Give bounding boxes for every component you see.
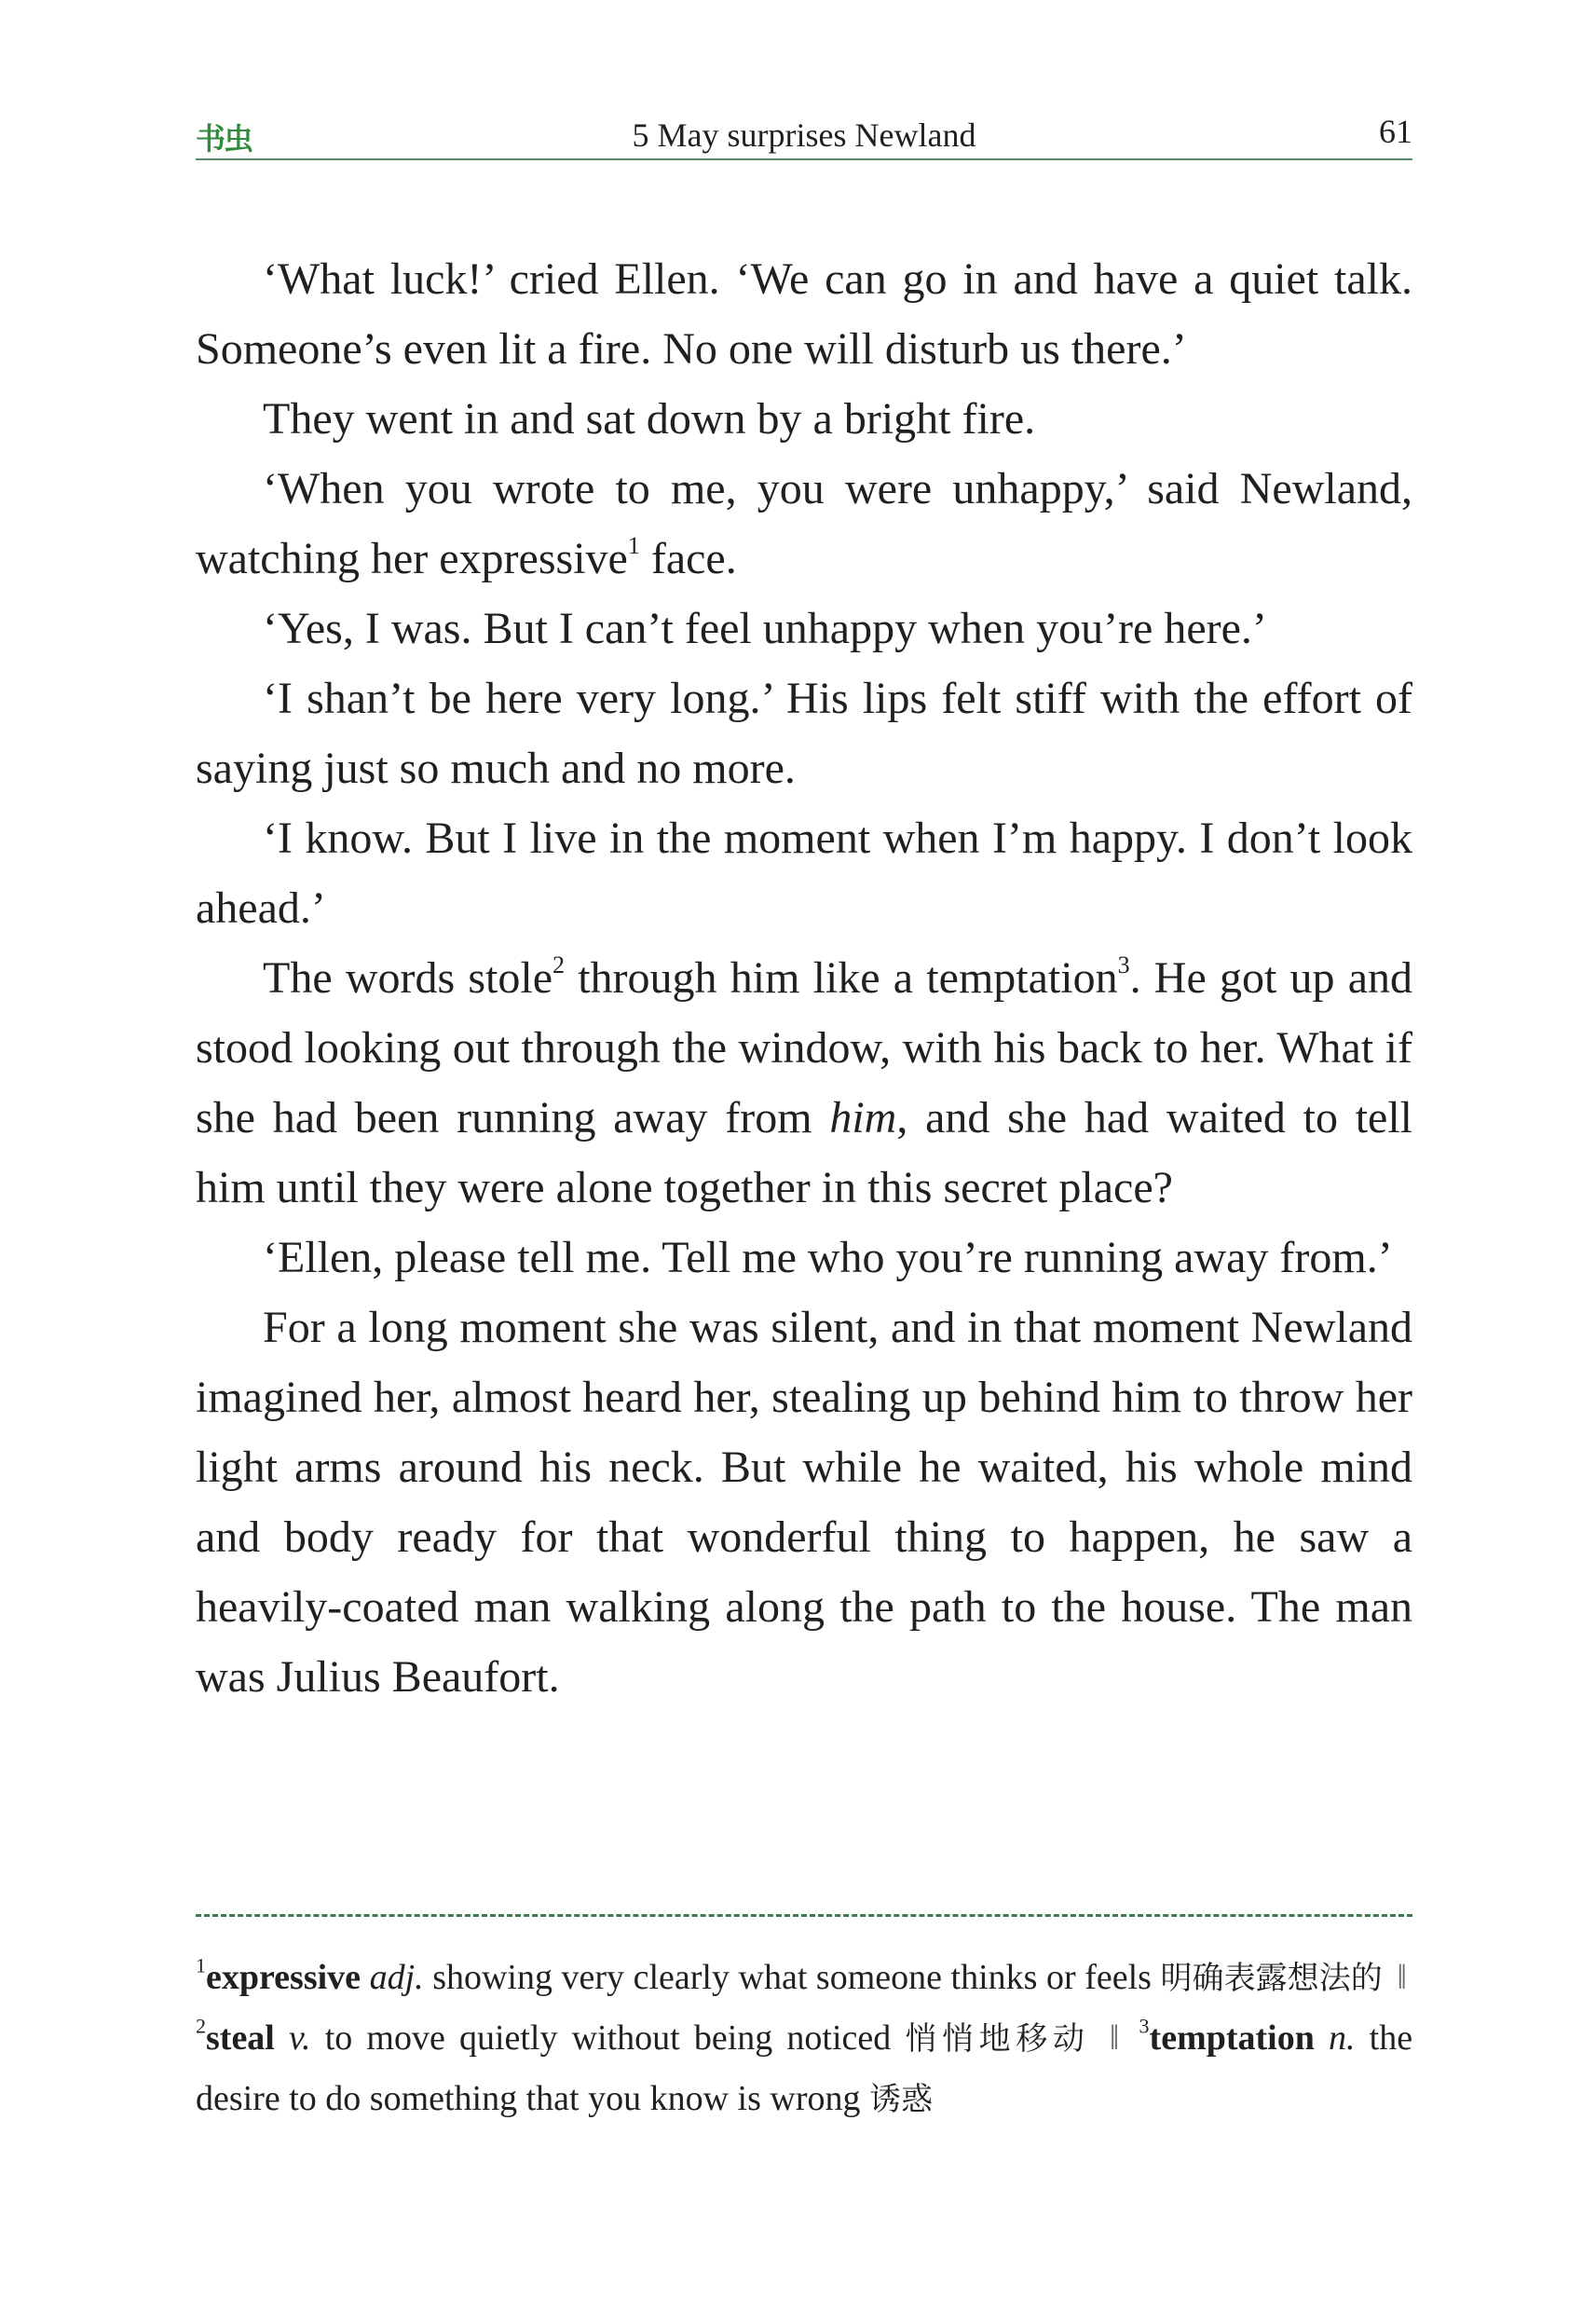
paragraph-text: ‘I shan’t be here very long.’ His lips felt stiff with the effort of saying just so much and no more.	[196, 674, 1412, 793]
paragraph	[196, 454, 1412, 594]
body-text	[196, 244, 1412, 1712]
footnote-marker: 2	[552, 951, 566, 979]
footnote-translation: 诱惑	[868, 2081, 933, 2118]
paragraph-text: The words stole	[263, 953, 553, 1003]
paragraph-text: ‘Yes, I was. But I can’t feel unhappy when you’re here.’	[263, 604, 1267, 653]
paragraph	[196, 803, 1412, 943]
paragraph-text: ‘What luck!’ cried Ellen. ‘We can go in and have a quiet talk. Someone’s even lit a fire. No one will disturb us there.’	[196, 254, 1412, 374]
paragraph-text: They went in and sat down by a bright fire.	[263, 394, 1036, 444]
footnote-number: 2	[196, 2014, 206, 2038]
footnote-term: steal	[206, 2018, 275, 2058]
paragraph	[196, 244, 1412, 384]
paragraph-text: ‘I know. But I live in the moment when I’m happy. I don’t look ahead.’	[196, 814, 1412, 933]
paragraph	[196, 384, 1412, 454]
paragraph-text: For a long moment she was silent, and in that moment Newland imagined her, almost heard her, stealing up behind him to throw her light arms around his neck. But while he waited, his whole mind and body ready for that wonderful thing to happen, he saw a heavily-coated man walking along the path to the house. The man was Julius Beaufort.	[196, 1303, 1412, 1702]
paragraph	[196, 594, 1412, 664]
footnote-marker: 1	[627, 532, 640, 560]
paragraph-text: face.	[639, 534, 737, 583]
footnote-definition: showing very clearly what someone thinks or feels	[432, 1958, 1152, 1997]
footnote-divider	[196, 1914, 1412, 1917]
chapter-title: 5 May surprises Newland	[632, 116, 976, 154]
footnote-marker: 3	[1117, 951, 1130, 979]
running-header	[196, 110, 1412, 160]
paragraph-text: ‘When you wrote to me, you were unhappy,’ said Newland, watching her expressive	[196, 464, 1412, 583]
footnote-part-of-speech: v.	[289, 2018, 311, 2058]
footnote-translation: 明确表露想法的	[1160, 1960, 1383, 1997]
footnote-translation: 悄悄地移动	[905, 2020, 1090, 2058]
paragraph-text: ‘Ellen, please tell me. Tell me who you’re running away from.’	[263, 1233, 1393, 1282]
footnotes	[196, 1948, 1412, 2129]
paragraph-text: . He got up and stood looking out through the window, with his back to her. What if she had been running away from	[196, 953, 1413, 1142]
footnote-part-of-speech: n.	[1329, 2018, 1356, 2058]
emphasis-text: him	[829, 1093, 897, 1142]
paragraph-text: , and she had waited to tell him until they were alone together in this secret place?	[196, 1093, 1413, 1212]
footnote-number: 1	[196, 1953, 206, 1977]
footnote-part-of-speech: adj.	[369, 1958, 424, 1997]
footnote-term: expressive	[206, 1958, 361, 1997]
paragraph	[196, 1293, 1412, 1712]
footnote-entry	[196, 2014, 1090, 2058]
footnote-separator: ‖	[1109, 2018, 1120, 2058]
footnote-entry	[196, 1953, 1383, 1997]
footnote-separator: ‖	[1397, 1958, 1408, 1997]
paragraph	[196, 1223, 1412, 1293]
footnote-term: temptation	[1149, 2018, 1315, 2058]
paragraph	[196, 664, 1412, 803]
page-number: 61	[1379, 113, 1412, 150]
paragraph	[196, 943, 1412, 1223]
footnote-definition: to move quietly without being noticed	[324, 2018, 892, 2058]
series-logo: 书虫	[196, 121, 252, 157]
paragraph-text: through him like a temptation	[565, 953, 1118, 1003]
footnote-definition: the desire to do something that you know is wrong	[196, 2018, 1413, 2118]
footnote-number: 3	[1139, 2014, 1150, 2038]
